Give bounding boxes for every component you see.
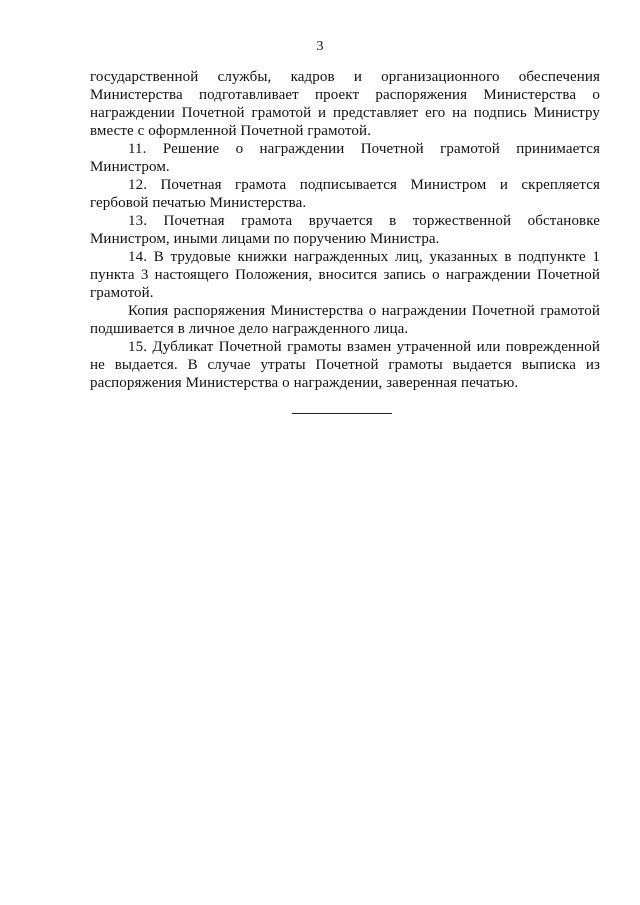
- end-of-document-rule: [292, 413, 392, 414]
- paragraph-item-12: 12. Почетная грамота подписывается Министром и скрепляется гербовой печатью Министерства.: [90, 177, 600, 211]
- paragraph-item-14: 14. В трудовые книжки награжденных лиц, указанных в подпункте 1 пункта 3 настоящего Положения, вносится запись о награждении Почетной грамотой.: [90, 249, 600, 301]
- paragraph-item-15: 15. Дубликат Почетной грамоты взамен утраченной или поврежденной не выдается. В случае утраты Почетной грамоты выдается выписка из распоряжения Министерства о награждении, заверенная печатью.: [90, 339, 600, 391]
- document-body: [90, 68, 600, 392]
- paragraph-item-11: 11. Решение о награждении Почетной грамотой принимается Министром.: [90, 141, 600, 175]
- paragraph-item-13: 13. Почетная грамота вручается в торжественной обстановке Министром, иными лицами по поручению Министра.: [90, 213, 600, 247]
- page-number: 3: [316, 39, 324, 54]
- paragraph-copy-note: Копия распоряжения Министерства о награждении Почетной грамотой подшивается в личное дело награжденного лица.: [90, 303, 600, 337]
- paragraph-continuation: государственной службы, кадров и организационного обеспечения Министерства подготавливает проект распоряжения Министерства о награждении Почетной грамотой и представляет его на подпись Министру вместе с оформленной Почетной грамотой.: [90, 69, 600, 139]
